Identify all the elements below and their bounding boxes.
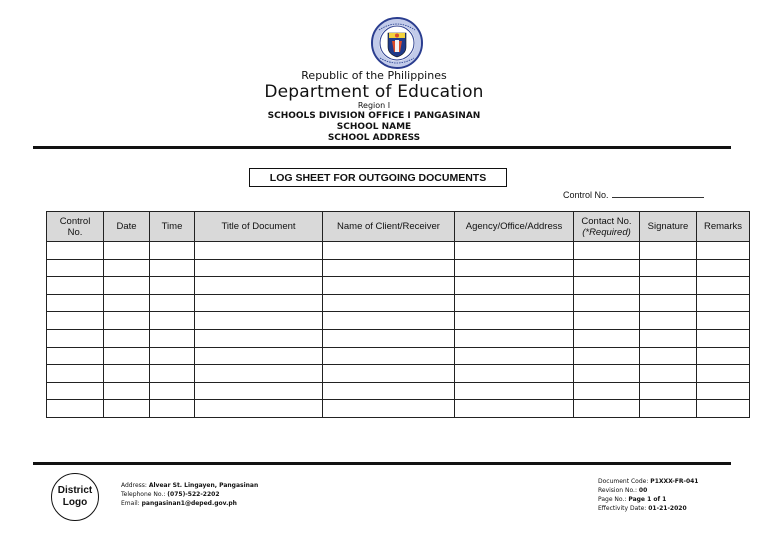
table-cell[interactable] xyxy=(574,312,640,330)
division-label: SCHOOLS DIVISION OFFICE I PANGASINAN xyxy=(267,111,481,121)
region-label: Region I xyxy=(357,101,391,110)
table-cell[interactable] xyxy=(104,400,150,418)
table-cell[interactable] xyxy=(47,400,104,418)
table-row xyxy=(47,242,750,260)
column-header: Date xyxy=(104,212,150,242)
table-cell[interactable] xyxy=(323,382,455,400)
table-cell[interactable] xyxy=(697,400,750,418)
table-cell[interactable] xyxy=(455,382,574,400)
table-cell[interactable] xyxy=(104,259,150,277)
table-cell[interactable] xyxy=(323,259,455,277)
table-cell[interactable] xyxy=(323,277,455,295)
table-cell[interactable] xyxy=(574,365,640,383)
footer-revision: Revision No.: 00 xyxy=(598,487,648,494)
table-cell[interactable] xyxy=(640,400,697,418)
column-header: Signature xyxy=(640,212,697,242)
school-name-label: SCHOOL NAME xyxy=(336,122,412,132)
footer-effectivity: Effectivity Date: 01-21-2020 xyxy=(598,505,687,512)
deped-seal-icon xyxy=(367,16,427,70)
table-cell[interactable] xyxy=(697,329,750,347)
table-cell[interactable] xyxy=(455,329,574,347)
table-cell[interactable] xyxy=(574,329,640,347)
table-cell[interactable] xyxy=(455,294,574,312)
table-row xyxy=(47,400,750,418)
table-cell[interactable] xyxy=(574,294,640,312)
table-cell[interactable] xyxy=(323,294,455,312)
table-cell[interactable] xyxy=(323,400,455,418)
republic-label: Republic of the Philippines xyxy=(301,69,447,82)
control-no-field[interactable] xyxy=(563,189,704,200)
table-cell[interactable] xyxy=(455,365,574,383)
table-cell[interactable] xyxy=(455,312,574,330)
table-cell[interactable] xyxy=(195,259,323,277)
table-cell[interactable] xyxy=(150,382,195,400)
footer-page: Page No.: Page 1 of 1 xyxy=(598,496,667,503)
table-cell[interactable] xyxy=(697,382,750,400)
table-cell[interactable] xyxy=(640,365,697,383)
table-cell[interactable] xyxy=(195,277,323,295)
header-divider xyxy=(33,146,731,149)
table-cell[interactable] xyxy=(47,294,104,312)
table-cell[interactable] xyxy=(195,347,323,365)
table-cell[interactable] xyxy=(104,365,150,383)
table-cell[interactable] xyxy=(574,277,640,295)
department-title: Department of Education xyxy=(264,82,484,102)
footer-divider xyxy=(33,462,731,465)
table-cell[interactable] xyxy=(455,259,574,277)
column-header: Remarks xyxy=(697,212,750,242)
table-row xyxy=(47,312,750,330)
table-cell[interactable] xyxy=(323,312,455,330)
table-cell[interactable] xyxy=(150,242,195,260)
column-header: Contact No. (*Required) xyxy=(574,212,640,242)
school-address-label: SCHOOL ADDRESS xyxy=(327,133,421,143)
table-cell[interactable] xyxy=(574,400,640,418)
table-cell[interactable] xyxy=(697,347,750,365)
table-cell[interactable] xyxy=(640,242,697,260)
table-cell[interactable] xyxy=(104,347,150,365)
table-cell[interactable] xyxy=(47,347,104,365)
table-cell[interactable] xyxy=(104,242,150,260)
table-cell[interactable] xyxy=(455,277,574,295)
table-cell[interactable] xyxy=(323,365,455,383)
table-cell[interactable] xyxy=(150,259,195,277)
table-cell[interactable] xyxy=(195,382,323,400)
table-cell[interactable] xyxy=(104,277,150,295)
table-cell[interactable] xyxy=(640,347,697,365)
table-cell[interactable] xyxy=(104,329,150,347)
table-cell[interactable] xyxy=(104,312,150,330)
table-cell[interactable] xyxy=(47,329,104,347)
footer-address: Address: Alvear St. Lingayen, Pangasinan xyxy=(121,482,259,489)
table-cell[interactable] xyxy=(104,294,150,312)
table-cell[interactable] xyxy=(640,312,697,330)
table-cell[interactable] xyxy=(195,242,323,260)
table-cell[interactable] xyxy=(150,329,195,347)
table-cell[interactable] xyxy=(195,329,323,347)
table-cell[interactable] xyxy=(323,329,455,347)
footer-doc-code: Document Code: P1XXX-FR-041 xyxy=(598,478,699,485)
table-cell[interactable] xyxy=(195,365,323,383)
table-cell[interactable] xyxy=(47,259,104,277)
table-cell[interactable] xyxy=(150,312,195,330)
table-row xyxy=(47,365,750,383)
table-cell[interactable] xyxy=(195,312,323,330)
table-cell[interactable] xyxy=(195,294,323,312)
table-cell[interactable] xyxy=(47,365,104,383)
table-cell[interactable] xyxy=(150,277,195,295)
control-no-blank[interactable] xyxy=(612,189,704,198)
footer-telephone: Telephone No.: (075)-522-2202 xyxy=(121,491,220,498)
table-cell[interactable] xyxy=(150,294,195,312)
table-cell[interactable] xyxy=(47,312,104,330)
log-table xyxy=(46,211,750,418)
table-row xyxy=(47,294,750,312)
table-cell[interactable] xyxy=(574,242,640,260)
table-header-row xyxy=(47,212,750,242)
column-header: Control No. xyxy=(47,212,104,242)
table-cell[interactable] xyxy=(455,242,574,260)
table-row xyxy=(47,382,750,400)
column-header: Title of Document xyxy=(195,212,323,242)
table-cell[interactable] xyxy=(47,242,104,260)
table-cell[interactable] xyxy=(150,347,195,365)
table-cell[interactable] xyxy=(640,382,697,400)
table-cell[interactable] xyxy=(104,382,150,400)
table-cell[interactable] xyxy=(697,242,750,260)
table-row xyxy=(47,259,750,277)
form-title: LOG SHEET FOR OUTGOING DOCUMENTS xyxy=(249,168,507,187)
column-header: Name of Client/Receiver xyxy=(323,212,455,242)
column-header: Time xyxy=(150,212,195,242)
table-cell[interactable] xyxy=(47,277,104,295)
table-row xyxy=(47,347,750,365)
table-cell[interactable] xyxy=(574,259,640,277)
footer-document-info xyxy=(598,477,698,513)
table-cell[interactable] xyxy=(574,382,640,400)
table-cell[interactable] xyxy=(574,347,640,365)
table-cell[interactable] xyxy=(640,277,697,295)
table-cell[interactable] xyxy=(323,242,455,260)
table-row xyxy=(47,329,750,347)
table-cell[interactable] xyxy=(697,259,750,277)
table-cell[interactable] xyxy=(697,365,750,383)
table-cell[interactable] xyxy=(697,277,750,295)
table-cell[interactable] xyxy=(455,400,574,418)
district-logo: District Logo xyxy=(51,473,99,521)
table-cell[interactable] xyxy=(697,294,750,312)
control-no-label: Control No. xyxy=(563,190,609,200)
table-cell[interactable] xyxy=(697,312,750,330)
footer-contact-info xyxy=(121,481,258,508)
table-cell[interactable] xyxy=(150,400,195,418)
footer-email: Email: pangasinan1@deped.gov.ph xyxy=(121,500,237,507)
table-cell[interactable] xyxy=(640,294,697,312)
table-cell[interactable] xyxy=(323,347,455,365)
table-cell[interactable] xyxy=(150,365,195,383)
column-header: Agency/Office/Address xyxy=(455,212,574,242)
table-cell[interactable] xyxy=(195,400,323,418)
table-cell[interactable] xyxy=(455,347,574,365)
table-cell[interactable] xyxy=(640,259,697,277)
table-row xyxy=(47,277,750,295)
table-cell[interactable] xyxy=(640,329,697,347)
table-cell[interactable] xyxy=(47,382,104,400)
